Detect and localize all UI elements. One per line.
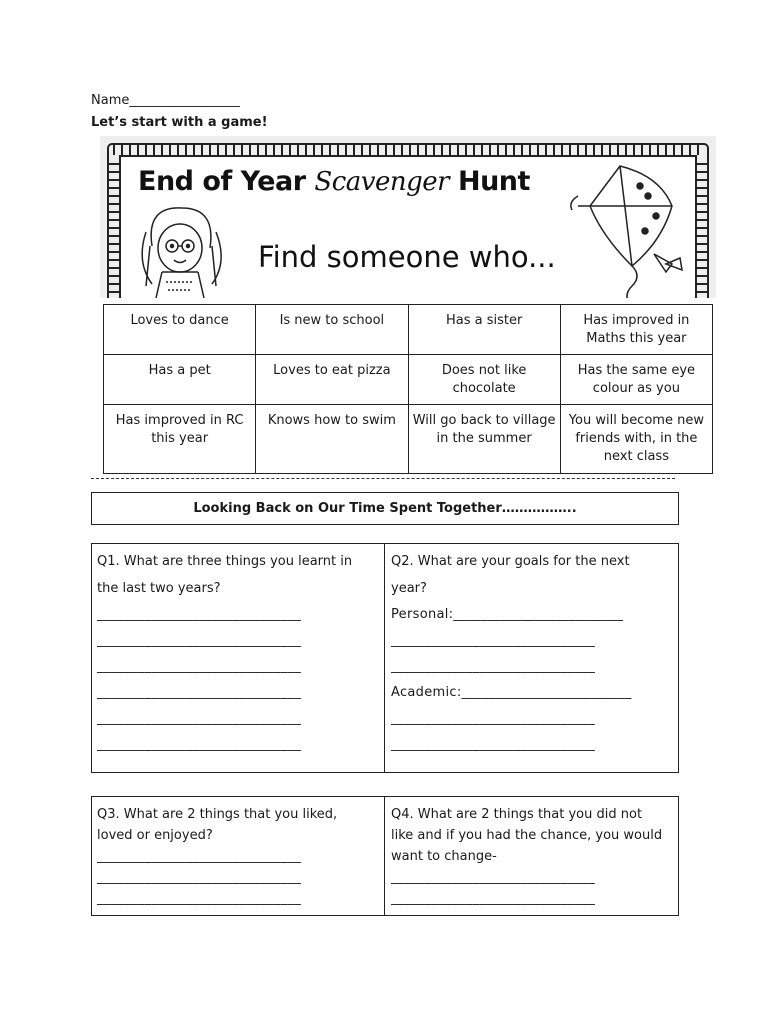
q4-text-line1: Q4. What are 2 things that you did not xyxy=(391,807,643,822)
q4-cell xyxy=(386,797,678,915)
banner-subtitle: Find someone who... xyxy=(258,240,556,274)
hunt-cell: Is new to school xyxy=(256,305,408,355)
questions-box-1 xyxy=(91,543,679,773)
scavenger-hunt-grid xyxy=(103,304,713,474)
hunt-cell: Has a sister xyxy=(408,305,560,355)
q2-answer-line[interactable]: ______________________________ xyxy=(391,737,595,752)
hunt-cell: You will become new friends with, in the next class xyxy=(560,405,712,474)
q1-text-line2: the last two years? xyxy=(97,581,221,596)
q4-text-line2: like and if you had the chance, you would xyxy=(391,828,663,843)
hunt-cell: Does not like chocolate xyxy=(408,355,560,405)
q1-answer-line[interactable]: ______________________________ xyxy=(97,737,301,752)
q2-personal-line[interactable]: Personal:_________________________ xyxy=(391,607,624,622)
hunt-cell: Knows how to swim xyxy=(256,405,408,474)
q3-text-line2: loved or enjoyed? xyxy=(97,828,213,843)
q2-text-line1: Q2. What are your goals for the next xyxy=(391,554,630,569)
q1-answer-line[interactable]: ______________________________ xyxy=(97,607,301,622)
q1-answer-line[interactable]: ______________________________ xyxy=(97,685,301,700)
banner-title-script: Scavenger xyxy=(314,167,450,197)
scavenger-hunt-banner xyxy=(100,136,716,298)
hunt-row xyxy=(104,355,713,405)
hunt-cell: Will go back to village in the summer xyxy=(408,405,560,474)
name-field-label: Name_________________ xyxy=(91,93,240,108)
q1-answer-line[interactable]: ______________________________ xyxy=(97,659,301,674)
section-title: Looking Back on Our Time Spent Together…………….. xyxy=(91,492,679,525)
hunt-cell: Loves to eat pizza xyxy=(256,355,408,405)
hunt-row xyxy=(104,305,713,355)
hunt-cell: Has a pet xyxy=(104,355,256,405)
q1-answer-line[interactable]: ______________________________ xyxy=(97,711,301,726)
hunt-cell: Has improved in RC this year xyxy=(104,405,256,474)
q2-text-line2: year? xyxy=(391,581,427,596)
q1-answer-line[interactable]: ______________________________ xyxy=(97,633,301,648)
q3-text-line1: Q3. What are 2 things that you liked, xyxy=(97,807,338,822)
hunt-cell: Loves to dance xyxy=(104,305,256,355)
q1-text-line1: Q1. What are three things you learnt in xyxy=(97,554,353,569)
q2-answer-line[interactable]: ______________________________ xyxy=(391,633,595,648)
hunt-row xyxy=(104,405,713,474)
banner-title-part2: Hunt xyxy=(449,166,530,197)
q3-answer-line[interactable]: ______________________________ xyxy=(97,891,301,906)
section-divider xyxy=(91,478,675,479)
q2-cell xyxy=(386,544,678,772)
intro-heading: Let’s start with a game! xyxy=(91,115,268,130)
q3-answer-line[interactable]: ______________________________ xyxy=(97,870,301,885)
banner-title xyxy=(138,166,530,197)
q2-answer-line[interactable]: ______________________________ xyxy=(391,659,595,674)
questions-box-2 xyxy=(91,796,679,916)
banner-title-part1: End of Year xyxy=(138,166,315,197)
q3-cell xyxy=(92,797,385,915)
hunt-cell: Has the same eye colour as you xyxy=(560,355,712,405)
q4-answer-line[interactable]: ______________________________ xyxy=(391,891,595,906)
q4-answer-line[interactable]: ______________________________ xyxy=(391,870,595,885)
q2-academic-line[interactable]: Academic:_________________________ xyxy=(391,685,632,700)
q4-text-line3: want to change- xyxy=(391,849,497,864)
q2-answer-line[interactable]: ______________________________ xyxy=(391,711,595,726)
q3-answer-line[interactable]: ______________________________ xyxy=(97,849,301,864)
hunt-cell: Has improved in Maths this year xyxy=(560,305,712,355)
q1-cell xyxy=(92,544,385,772)
